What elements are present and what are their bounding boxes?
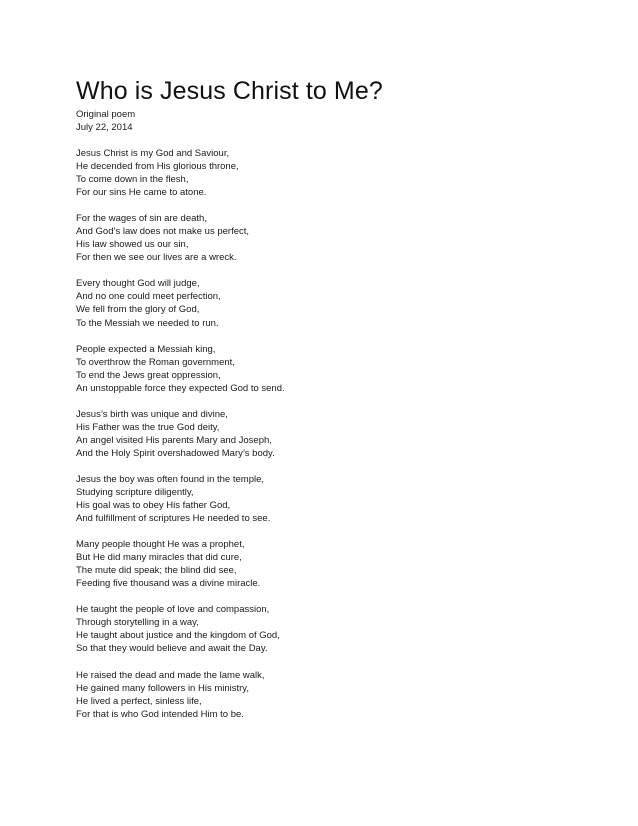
poem-line: An unstoppable force they expected God to send. xyxy=(76,382,285,394)
document-subtitle: Original poem xyxy=(76,109,136,120)
poem-line: And the Holy Spirit overshadowed Mary’s body. xyxy=(76,447,275,459)
poem-line: For our sins He came to atone. xyxy=(76,187,207,199)
poem-line: Many people thought He was a prophet, xyxy=(76,539,245,551)
poem xyxy=(76,147,576,721)
poem-line: Studying scripture diligently, xyxy=(76,486,194,498)
poem-line: Jesus Christ is my God and Saviour, xyxy=(76,148,230,159)
document-body xyxy=(76,76,576,734)
poem-line: To the Messiah we needed to run. xyxy=(76,317,219,329)
poem-line: To end the Jews great oppression, xyxy=(76,369,221,381)
poem-line: For the wages of sin are death, xyxy=(76,213,207,225)
document-title: Who is Jesus Christ to Me? xyxy=(76,77,383,105)
poem-line: He taught the people of love and compassion, xyxy=(76,604,270,616)
poem-line: So that they would believe and await the Day. xyxy=(76,643,268,655)
poem-line: For then we see our lives are a wreck. xyxy=(76,252,237,264)
poem-line: We fell from the glory of God, xyxy=(76,304,200,316)
poem-line: To come down in the flesh, xyxy=(76,174,189,186)
poem-line: He lived a perfect, sinless life, xyxy=(76,695,202,707)
poem-stanza xyxy=(76,212,576,264)
poem-stanza xyxy=(76,669,576,721)
poem-line: His goal was to obey His father God, xyxy=(76,500,231,512)
poem-line: For that is who God intended Him to be. xyxy=(76,708,244,720)
poem-stanza xyxy=(76,473,576,525)
document-date: July 22, 2014 xyxy=(76,122,133,133)
poem-line: He taught about justice and the kingdom of God, xyxy=(76,630,280,642)
poem-line: And fulfillment of scriptures He needed to see. xyxy=(76,513,271,525)
poem-line: An angel visited His parents Mary and Joseph, xyxy=(76,434,272,446)
poem-line: The mute did speak; the blind did see, xyxy=(76,565,237,577)
poem-line: And no one could meet perfection, xyxy=(76,291,221,303)
poem-line: Feeding five thousand was a divine miracle. xyxy=(76,578,261,590)
poem-line: Jesus the boy was often found in the temple, xyxy=(76,473,265,485)
poem-stanza xyxy=(76,603,576,655)
poem-stanza xyxy=(76,343,576,395)
poem-line: He raised the dead and made the lame walk, xyxy=(76,669,265,681)
poem-stanza xyxy=(76,277,576,329)
document-meta xyxy=(76,108,576,134)
poem-stanza xyxy=(76,147,576,199)
poem-line: People expected a Messiah king, xyxy=(76,343,216,355)
poem-line: He gained many followers in His ministry, xyxy=(76,682,249,694)
poem-line: Through storytelling in a way, xyxy=(76,617,199,629)
poem-line: Every thought God will judge, xyxy=(76,278,200,290)
poem-stanza xyxy=(76,538,576,590)
poem-line: And God’s law does not make us perfect, xyxy=(76,226,250,238)
poem-stanza xyxy=(76,408,576,460)
poem-line: His law showed us our sin, xyxy=(76,239,189,251)
poem-line: His Father was the true God deity, xyxy=(76,421,220,433)
poem-line: But He did many miracles that did cure, xyxy=(76,552,242,564)
poem-line: He decended from His glorious throne, xyxy=(76,161,239,173)
poem-line: Jesus’s birth was unique and divine, xyxy=(76,408,228,420)
poem-line: To overthrow the Roman government, xyxy=(76,356,235,368)
